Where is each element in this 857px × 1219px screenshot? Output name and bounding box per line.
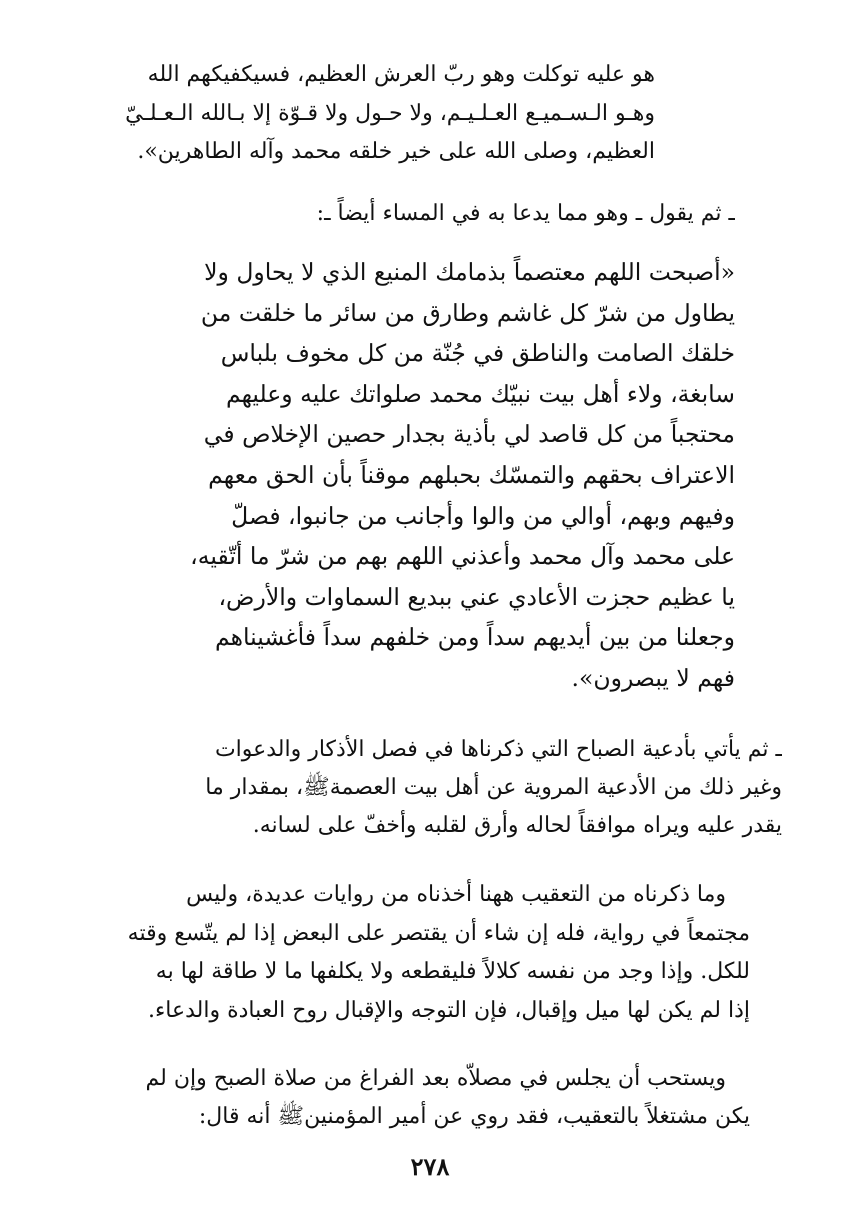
text-line: خلقك الصامت والناطق في جُنّة من كل مخوف بلباس — [220, 339, 735, 368]
taqib-note-paragraph — [80, 876, 750, 1030]
text-line: «أصبحت اللهم معتصماً بذمامك المنيع الذي لا يحاول ولا — [204, 258, 735, 286]
text-line: إذا لم يكن لها ميل وإقبال، فإن التوجه والإقبال روح العبادة والدعاء. — [147, 997, 750, 1023]
text-line: ويستحب أن يجلس في مصلاّه بعد الفراغ من صلاة الصبح وإن لم — [145, 1066, 726, 1091]
text-line: يقدر عليه ويراه موافقاً لحاله وأرق لقلبه وأخفّ على لسانه. — [252, 813, 782, 838]
morning-supplications-paragraph — [80, 731, 782, 845]
text-line: الاعتراف بحقهم والتمسّك بحبلهم موقناً بأن الحق معهم — [208, 460, 735, 489]
text-line: يطاول من شرّ كل غاشم وطارق من سائر ما خلقت من — [200, 298, 735, 327]
text-line: للكل. وإذا وجد من نفسه كلالاً فليقطعه ولا يكلفها ما لا طاقة لها به — [155, 959, 750, 984]
text-line: وجعلنا من بين أيديهم سداً ومن خلفهم سداً فأغشيناهم — [214, 623, 735, 652]
recommendation-paragraph — [80, 1060, 750, 1136]
page-number: ٢٧٨ — [410, 1152, 450, 1181]
text-line: هو عليه توكلت وهو ربّ العرش العظيم، فسيكفيكهم الله — [147, 62, 655, 87]
quote-continuation — [90, 56, 655, 172]
text-line: العظيم، وصلى الله على خير خلقه محمد وآله الطاهرين». — [137, 139, 655, 164]
supplication-paragraph — [90, 252, 735, 699]
text-line: يكن مشتغلاً بالتعقيب، فقد روي عن أمير المؤمنينﷺ أنه قال: — [198, 1104, 750, 1129]
text-line: ـ ثم يأتي بأدعية الصباح التي ذكرناها في فصل الأذكار والدعوات — [214, 737, 782, 762]
text-line: على محمد وآل محمد وأعذني اللهم بهم من شرّ ما أتّقيه، — [190, 542, 735, 571]
text-line: ـ ثم يقول ـ وهو مما يدعا به في المساء أيضاً ـ: — [316, 201, 735, 226]
text-line: وما ذكرناه من التعقيب ههنا أخذناه من روايات عديدة، وليس — [186, 882, 726, 907]
text-line: فهم لا يبصرون». — [571, 663, 735, 692]
text-line: وهـو الـسـميـع العـلـيـم، ولا حـول ولا قـوّة إلا بـالله الـعـلـيّ — [125, 100, 655, 126]
text-line: سابغة، ولاء أهل بيت نبيّك محمد صلواتك عليه وعليهم — [225, 379, 735, 408]
text-line: يا عظيم حجزت الأعادي عني ببديع السماوات والأرض، — [218, 582, 735, 611]
text-line: وغير ذلك من الأدعية المروية عن أهل بيت العصمةﷺ، بمقدار ما — [205, 775, 782, 800]
text-line: مجتمعاً في رواية، فله إن شاء أن يقتصر على البعض إذا لم يتّسع وقته — [127, 920, 750, 946]
instruction-line — [230, 195, 735, 233]
text-line: وفيهم وبهم، أوالي من والوا وأجانب من جانبوا، فصلّ — [231, 501, 735, 530]
text-line: محتجباً من كل قاصد لي بأذية بجدار حصين الإخلاص في — [203, 420, 735, 449]
